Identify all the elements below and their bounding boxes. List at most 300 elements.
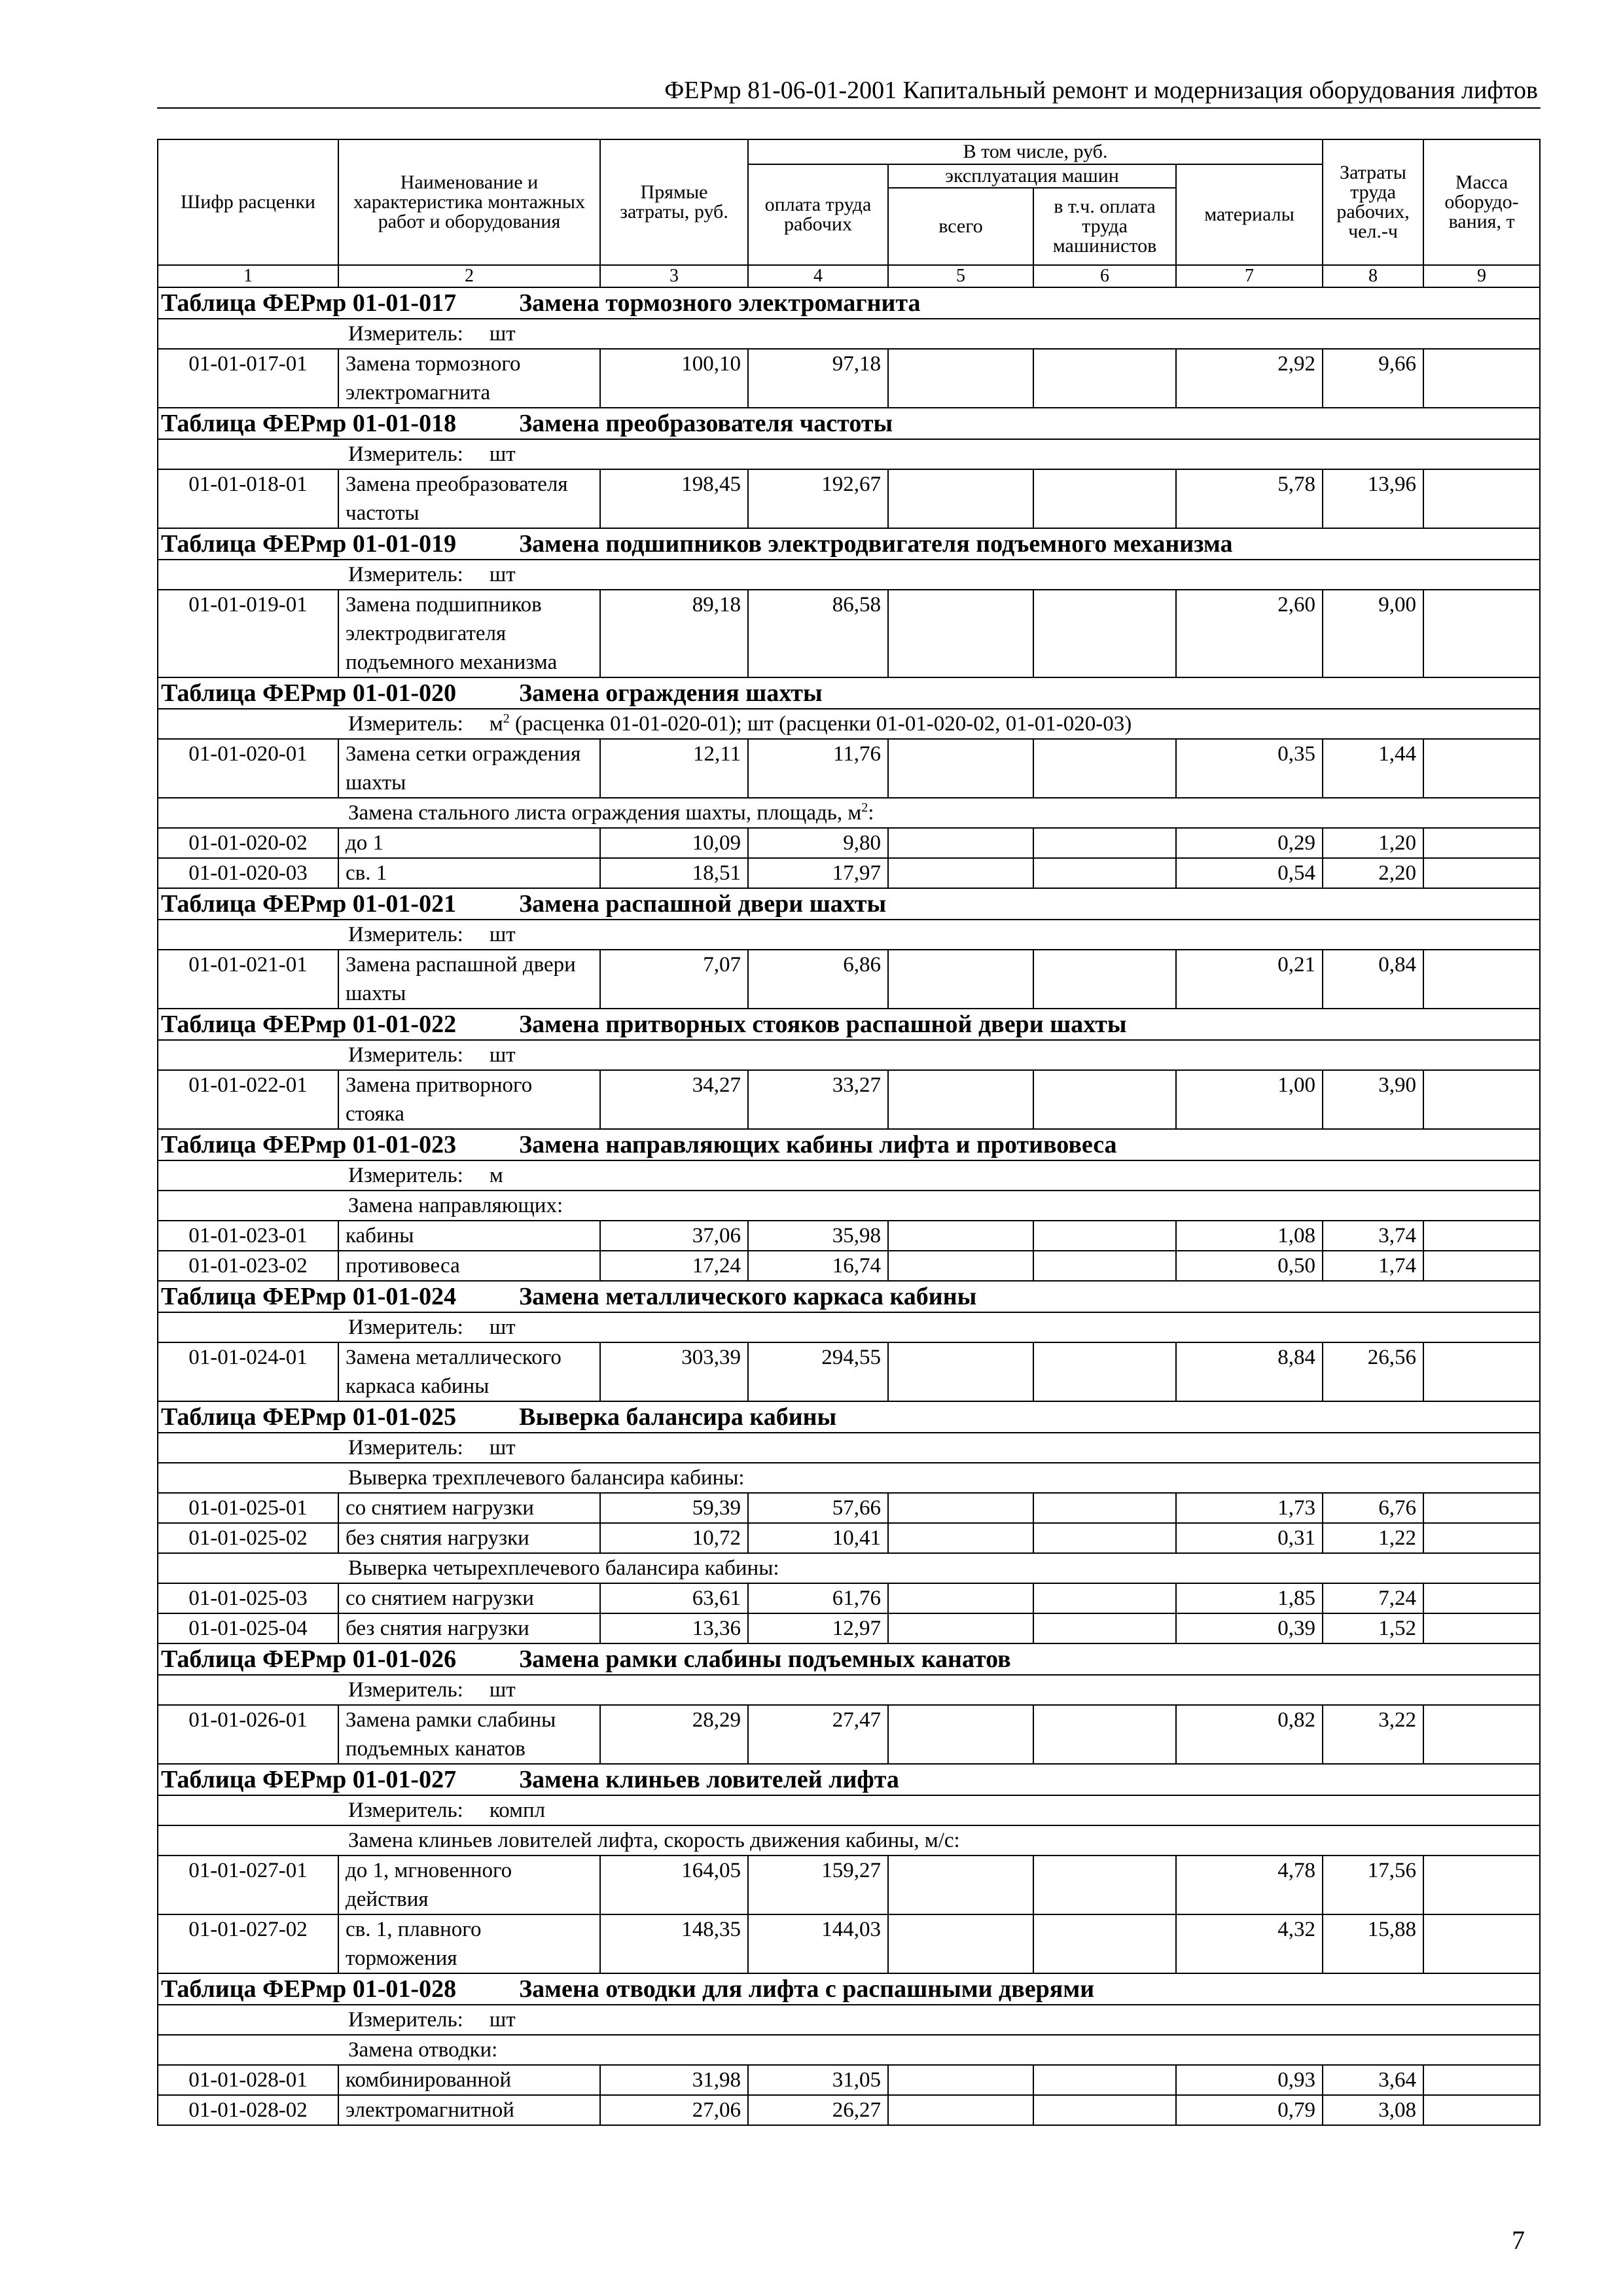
work-name-cell: св. 1, плавного торможения: [338, 1914, 600, 1973]
table-row: [158, 1583, 1540, 1613]
labor-cost-cell: 294,55: [748, 1342, 888, 1401]
section-name: Замена направляющих кабины лифта и противовеса: [519, 1131, 1117, 1158]
section-title: [158, 1764, 1540, 1795]
machinist-cost-cell: [1033, 1070, 1176, 1129]
direct-cost-cell: 164,05: [600, 1856, 748, 1914]
materials-cost-cell: 5,78: [1176, 469, 1323, 528]
section-table-id: Таблица ФЕРмр 01-01-018: [161, 410, 457, 437]
labor-cost-cell: 35,98: [748, 1221, 888, 1251]
labor-cost-cell: 27,47: [748, 1705, 888, 1764]
col-number: 2: [338, 265, 600, 287]
machinist-cost-cell: [1033, 1613, 1176, 1643]
measure-text: м: [489, 1164, 503, 1187]
labor-cost-cell: 9,80: [748, 828, 888, 858]
table-row: [158, 1705, 1540, 1764]
direct-cost-cell: 17,24: [600, 1251, 748, 1281]
direct-cost-cell: 12,11: [600, 739, 748, 798]
measure-text: шт: [489, 563, 516, 586]
group-caption: [158, 1825, 1540, 1856]
rate-code-cell: 01-01-028-01: [158, 2065, 338, 2095]
section-title: [158, 1281, 1540, 1312]
equipment-mass-cell: [1423, 349, 1540, 408]
group-row: [158, 1825, 1540, 1856]
measure-row: [158, 920, 1540, 950]
rate-code-cell: 01-01-018-01: [158, 469, 338, 528]
rate-code-cell: 01-01-025-03: [158, 1583, 338, 1613]
measure-row: [158, 2005, 1540, 2035]
group-text: Замена отводки:: [348, 2038, 498, 2062]
materials-cost-cell: 0,39: [1176, 1613, 1323, 1643]
rate-code-cell: 01-01-026-01: [158, 1705, 338, 1764]
work-name-cell: Замена преобразователя частоты: [338, 469, 600, 528]
measure-value: [490, 1436, 516, 1460]
equipment-mass-cell: [1423, 2065, 1540, 2095]
section-title: [158, 1973, 1540, 2005]
group-row: [158, 2035, 1540, 2065]
direct-cost-cell: 10,09: [600, 828, 748, 858]
machinist-cost-cell: [1033, 1221, 1176, 1251]
machine-cost-cell: [888, 1914, 1033, 1973]
work-name-cell: со снятием нагрузки: [338, 1583, 600, 1613]
table-row: [158, 1523, 1540, 1553]
measure-value: [490, 442, 516, 466]
measure-cell: [158, 1433, 1540, 1463]
machinist-cost-cell: [1033, 828, 1176, 858]
machine-cost-cell: [888, 1342, 1033, 1401]
labor-cost-cell: 61,76: [748, 1583, 888, 1613]
table-row: [158, 1914, 1540, 1973]
measure-label: Измеритель:: [348, 712, 463, 736]
materials-cost-cell: 4,78: [1176, 1856, 1323, 1914]
page-number: 7: [1512, 2225, 1525, 2255]
rate-code-cell: 01-01-027-02: [158, 1914, 338, 1973]
measure-text: шт: [489, 1436, 516, 1460]
equipment-mass-cell: [1423, 1493, 1540, 1523]
work-name-cell: Замена сетки ограждения шахты: [338, 739, 600, 798]
equipment-mass-cell: [1423, 1523, 1540, 1553]
col-number: 7: [1176, 265, 1323, 287]
col-number: 5: [888, 265, 1033, 287]
materials-cost-cell: 1,73: [1176, 1493, 1323, 1523]
table-row: [158, 349, 1540, 408]
measure-row: [158, 1433, 1540, 1463]
col-machines-total-header: всего: [888, 188, 1033, 265]
equipment-mass-cell: [1423, 2095, 1540, 2125]
rate-code-cell: 01-01-025-01: [158, 1493, 338, 1523]
measure-value: [490, 1316, 516, 1339]
column-number-row: [158, 265, 1540, 287]
materials-cost-cell: 0,82: [1176, 1705, 1323, 1764]
labor-hours-cell: 3,90: [1323, 1070, 1423, 1129]
section-title: [158, 677, 1540, 709]
materials-cost-cell: 0,50: [1176, 1251, 1323, 1281]
labor-cost-cell: 97,18: [748, 349, 888, 408]
measure-cell: [158, 1312, 1540, 1342]
section-name: Замена клиньев ловителей лифта: [519, 1766, 899, 1793]
equipment-mass-cell: [1423, 828, 1540, 858]
section-name: Замена рамки слабины подъемных канатов: [519, 1645, 1011, 1673]
machinist-cost-cell: [1033, 1493, 1176, 1523]
group-row: [158, 1463, 1540, 1493]
table-row: [158, 950, 1540, 1009]
equipment-mass-cell: [1423, 950, 1540, 1009]
section-title-row: [158, 528, 1540, 560]
equipment-mass-cell: [1423, 858, 1540, 888]
measure-cell: [158, 1675, 1540, 1705]
equipment-mass-cell: [1423, 469, 1540, 528]
measure-row: [158, 1675, 1540, 1705]
group-row: [158, 798, 1540, 828]
measure-row: [158, 439, 1540, 469]
col-name-header: Наименование и характеристика монтажных работ и оборудования: [338, 139, 600, 265]
work-name-cell: до 1: [338, 828, 600, 858]
section-title-row: [158, 1129, 1540, 1160]
materials-cost-cell: 0,31: [1176, 1523, 1323, 1553]
direct-cost-cell: 7,07: [600, 950, 748, 1009]
rate-code-cell: 01-01-027-01: [158, 1856, 338, 1914]
materials-cost-cell: 0,93: [1176, 2065, 1323, 2095]
materials-cost-cell: 1,00: [1176, 1070, 1323, 1129]
machinist-cost-cell: [1033, 590, 1176, 677]
equipment-mass-cell: [1423, 739, 1540, 798]
work-name-cell: Замена металлического каркаса кабины: [338, 1342, 600, 1401]
machinist-cost-cell: [1033, 349, 1176, 408]
labor-cost-cell: 86,58: [748, 590, 888, 677]
measure-row: [158, 1312, 1540, 1342]
equipment-mass-cell: [1423, 1705, 1540, 1764]
machine-cost-cell: [888, 1070, 1033, 1129]
direct-cost-cell: 59,39: [600, 1493, 748, 1523]
measure-text: шт: [489, 1678, 516, 1702]
machinist-cost-cell: [1033, 2095, 1176, 2125]
work-name-cell: со снятием нагрузки: [338, 1493, 600, 1523]
col-number: 8: [1323, 265, 1423, 287]
work-name-cell: противовеса: [338, 1251, 600, 1281]
labor-hours-cell: 1,20: [1323, 828, 1423, 858]
machine-cost-cell: [888, 1613, 1033, 1643]
section-table-id: Таблица ФЕРмр 01-01-027: [161, 1766, 457, 1793]
labor-hours-cell: 1,74: [1323, 1251, 1423, 1281]
group-row: [158, 1553, 1540, 1583]
rates-table: [157, 139, 1541, 2126]
section-title-row: [158, 677, 1540, 709]
work-name-cell: без снятия нагрузки: [338, 1523, 600, 1553]
col-number: 6: [1033, 265, 1176, 287]
materials-cost-cell: 0,21: [1176, 950, 1323, 1009]
table-row: [158, 1251, 1540, 1281]
measure-text: (расценка 01-01-020-01); шт (расценки 01-01-020-02, 01-01-020-03): [509, 712, 1132, 736]
equipment-mass-cell: [1423, 1856, 1540, 1914]
labor-hours-cell: 17,56: [1323, 1856, 1423, 1914]
col-materials-header: материалы: [1176, 164, 1323, 265]
table-row: [158, 590, 1540, 677]
table-row: [158, 2065, 1540, 2095]
work-name-cell: Замена распашной двери шахты: [338, 950, 600, 1009]
section-name: Замена тормозного электромагнита: [519, 289, 921, 317]
machinist-cost-cell: [1033, 1251, 1176, 1281]
work-name-cell: электромагнитной: [338, 2095, 600, 2125]
machine-cost-cell: [888, 1523, 1033, 1553]
measure-unit: м: [489, 712, 503, 736]
section-title: [158, 1129, 1540, 1160]
measure-row: [158, 1795, 1540, 1825]
section-name: Замена притворных стояков распашной двери шахты: [519, 1011, 1127, 1038]
rate-code-cell: 01-01-025-04: [158, 1613, 338, 1643]
materials-cost-cell: 0,29: [1176, 828, 1323, 858]
measure-row: [158, 709, 1540, 739]
measure-label: Измеритель:: [348, 1164, 463, 1187]
direct-cost-cell: 148,35: [600, 1914, 748, 1973]
machinist-cost-cell: [1033, 469, 1176, 528]
direct-cost-cell: 198,45: [600, 469, 748, 528]
col-number: 3: [600, 265, 748, 287]
group-row: [158, 1191, 1540, 1221]
machine-cost-cell: [888, 590, 1033, 677]
labor-cost-cell: 11,76: [748, 739, 888, 798]
table-row: [158, 469, 1540, 528]
measure-cell: [158, 560, 1540, 590]
work-name-cell: св. 1: [338, 858, 600, 888]
measure-label: Измеритель:: [348, 923, 463, 946]
labor-hours-cell: 3,22: [1323, 1705, 1423, 1764]
section-title: [158, 408, 1540, 439]
machine-cost-cell: [888, 1856, 1033, 1914]
machine-cost-cell: [888, 469, 1033, 528]
machine-cost-cell: [888, 1251, 1033, 1281]
measure-label: Измеритель:: [348, 2008, 463, 2032]
measure-label: Измеритель:: [348, 1316, 463, 1339]
measure-row: [158, 1160, 1540, 1191]
group-text: Замена направляющих:: [348, 1194, 563, 1217]
labor-cost-cell: 16,74: [748, 1251, 888, 1281]
measure-label: Измеритель:: [348, 1043, 463, 1067]
measure-text: шт: [489, 2008, 516, 2032]
measure-label: Измеритель:: [348, 442, 463, 466]
section-title-row: [158, 1009, 1540, 1040]
group-text: Выверка трехплечевого балансира кабины:: [348, 1466, 745, 1490]
machinist-cost-cell: [1033, 1583, 1176, 1613]
machine-cost-cell: [888, 950, 1033, 1009]
machinist-cost-cell: [1033, 1705, 1176, 1764]
section-table-id: Таблица ФЕРмр 01-01-026: [161, 1645, 457, 1673]
labor-hours-cell: 15,88: [1323, 1914, 1423, 1973]
measure-label: Измеритель:: [348, 322, 463, 346]
measure-cell: [158, 2005, 1540, 2035]
table-header: [158, 139, 1540, 287]
measure-cell: [158, 920, 1540, 950]
rate-code-cell: 01-01-023-02: [158, 1251, 338, 1281]
group-caption: [158, 798, 1540, 828]
section-title: [158, 528, 1540, 560]
measure-cell: [158, 319, 1540, 349]
labor-cost-cell: 57,66: [748, 1493, 888, 1523]
col-code-header: Шифр расценки: [158, 139, 338, 265]
group-caption: [158, 2035, 1540, 2065]
group-text: Замена клиньев ловителей лифта, скорость движения кабины, м/с:: [348, 1829, 960, 1852]
rate-code-cell: 01-01-022-01: [158, 1070, 338, 1129]
work-name-cell: Замена рамки слабины подъемных канатов: [338, 1705, 600, 1764]
equipment-mass-cell: [1423, 1613, 1540, 1643]
table-row: [158, 858, 1540, 888]
measure-label: Измеритель:: [348, 1436, 463, 1460]
section-table-id: Таблица ФЕРмр 01-01-022: [161, 1011, 457, 1038]
measure-value: [490, 1799, 545, 1822]
group-text: Замена стального листа ограждения шахты, площадь, м: [348, 801, 862, 825]
measure-text: шт: [489, 322, 516, 346]
col-incl-header: В том числе, руб.: [748, 139, 1323, 164]
direct-cost-cell: 10,72: [600, 1523, 748, 1553]
table-row: [158, 1070, 1540, 1129]
labor-hours-cell: 3,64: [1323, 2065, 1423, 2095]
direct-cost-cell: 37,06: [600, 1221, 748, 1251]
direct-cost-cell: 13,36: [600, 1613, 748, 1643]
labor-hours-cell: 0,84: [1323, 950, 1423, 1009]
direct-cost-cell: 89,18: [600, 590, 748, 677]
rate-code-cell: 01-01-020-02: [158, 828, 338, 858]
machine-cost-cell: [888, 858, 1033, 888]
section-title-row: [158, 408, 1540, 439]
section-title-row: [158, 1281, 1540, 1312]
table-row: [158, 1342, 1540, 1401]
materials-cost-cell: 2,60: [1176, 590, 1323, 677]
direct-cost-cell: 100,10: [600, 349, 748, 408]
section-table-id: Таблица ФЕРмр 01-01-017: [161, 289, 457, 317]
measure-cell: [158, 1040, 1540, 1070]
labor-hours-cell: 1,52: [1323, 1613, 1423, 1643]
materials-cost-cell: 0,79: [1176, 2095, 1323, 2125]
measure-value: [490, 923, 516, 946]
labor-cost-cell: 31,05: [748, 2065, 888, 2095]
equipment-mass-cell: [1423, 1914, 1540, 1973]
measure-cell: [158, 439, 1540, 469]
work-name-cell: без снятия нагрузки: [338, 1613, 600, 1643]
labor-hours-cell: 13,96: [1323, 469, 1423, 528]
col-mass-header: Масса оборудо- вания, т: [1423, 139, 1540, 265]
work-name-cell: до 1, мгновенного действия: [338, 1856, 600, 1914]
section-title: [158, 287, 1540, 319]
section-title-row: [158, 1764, 1540, 1795]
group-sup: 2: [861, 800, 868, 815]
materials-cost-cell: 2,92: [1176, 349, 1323, 408]
materials-cost-cell: 0,54: [1176, 858, 1323, 888]
section-table-id: Таблица ФЕРмр 01-01-021: [161, 890, 457, 918]
measure-label: Измеритель:: [348, 1799, 463, 1822]
equipment-mass-cell: [1423, 1251, 1540, 1281]
machinist-cost-cell: [1033, 858, 1176, 888]
col-machines-header: эксплуатация машин: [888, 164, 1176, 188]
equipment-mass-cell: [1423, 1342, 1540, 1401]
table-row: [158, 2095, 1540, 2125]
col-hours-header: Затраты труда рабочих, чел.-ч: [1323, 139, 1423, 265]
equipment-mass-cell: [1423, 590, 1540, 677]
section-table-id: Таблица ФЕРмр 01-01-024: [161, 1283, 457, 1310]
section-table-id: Таблица ФЕРмр 01-01-023: [161, 1131, 457, 1158]
labor-hours-cell: 3,74: [1323, 1221, 1423, 1251]
labor-cost-cell: 26,27: [748, 2095, 888, 2125]
measure-value: [490, 1164, 503, 1187]
work-name-cell: Замена притворного стояка: [338, 1070, 600, 1129]
labor-hours-cell: 1,44: [1323, 739, 1423, 798]
section-title-row: [158, 888, 1540, 920]
section-title: [158, 1009, 1540, 1040]
section-title-row: [158, 287, 1540, 319]
labor-cost-cell: 17,97: [748, 858, 888, 888]
equipment-mass-cell: [1423, 1221, 1540, 1251]
table-row: [158, 1856, 1540, 1914]
table-body: [158, 287, 1540, 2125]
direct-cost-cell: 18,51: [600, 858, 748, 888]
labor-cost-cell: 192,67: [748, 469, 888, 528]
labor-cost-cell: 6,86: [748, 950, 888, 1009]
machine-cost-cell: [888, 1221, 1033, 1251]
rate-code-cell: 01-01-023-01: [158, 1221, 338, 1251]
measure-value: [490, 322, 516, 346]
machinist-cost-cell: [1033, 1342, 1176, 1401]
measure-text: шт: [489, 1043, 516, 1067]
section-title-row: [158, 1643, 1540, 1675]
machine-cost-cell: [888, 1705, 1033, 1764]
machinist-cost-cell: [1033, 1914, 1176, 1973]
col-machinists-header: в т.ч. оплата труда машинистов: [1033, 188, 1176, 265]
group-text: Выверка четырехплечевого балансира кабины:: [348, 1556, 779, 1580]
direct-cost-cell: 28,29: [600, 1705, 748, 1764]
section-table-id: Таблица ФЕРмр 01-01-028: [161, 1975, 457, 2003]
section-table-id: Таблица ФЕРмр 01-01-025: [161, 1403, 457, 1431]
table-row: [158, 828, 1540, 858]
machine-cost-cell: [888, 2065, 1033, 2095]
labor-hours-cell: 6,76: [1323, 1493, 1423, 1523]
measure-text: шт: [489, 442, 516, 466]
labor-cost-cell: 12,97: [748, 1613, 888, 1643]
rate-code-cell: 01-01-020-01: [158, 739, 338, 798]
measure-value: [490, 1678, 516, 1702]
work-name-cell: кабины: [338, 1221, 600, 1251]
measure-row: [158, 1040, 1540, 1070]
section-title-row: [158, 1973, 1540, 2005]
col-labor-header: оплата труда рабочих: [748, 164, 888, 265]
col-number: 1: [158, 265, 338, 287]
labor-cost-cell: 33,27: [748, 1070, 888, 1129]
rate-code-cell: 01-01-028-02: [158, 2095, 338, 2125]
materials-cost-cell: 0,35: [1176, 739, 1323, 798]
materials-cost-cell: 1,08: [1176, 1221, 1323, 1251]
section-title: [158, 1643, 1540, 1675]
rate-code-cell: 01-01-019-01: [158, 590, 338, 677]
direct-cost-cell: 303,39: [600, 1342, 748, 1401]
machine-cost-cell: [888, 1583, 1033, 1613]
section-table-id: Таблица ФЕРмр 01-01-020: [161, 679, 457, 707]
materials-cost-cell: 1,85: [1176, 1583, 1323, 1613]
machinist-cost-cell: [1033, 1523, 1176, 1553]
labor-hours-cell: 26,56: [1323, 1342, 1423, 1401]
section-title: [158, 888, 1540, 920]
measure-text: компл: [489, 1799, 546, 1822]
labor-hours-cell: 7,24: [1323, 1583, 1423, 1613]
group-suffix: :: [868, 801, 874, 825]
work-name-cell: Замена тормозного электромагнита: [338, 349, 600, 408]
rate-code-cell: 01-01-021-01: [158, 950, 338, 1009]
measure-text: шт: [489, 923, 516, 946]
measure-cell: [158, 709, 1540, 739]
measure-value: [490, 563, 516, 586]
document-header: ФЕРмр 81-06-01-2001 Капитальный ремонт и модернизация оборудования лифтов: [664, 77, 1538, 104]
labor-cost-cell: 10,41: [748, 1523, 888, 1553]
section-name: Замена ограждения шахты: [519, 679, 823, 707]
group-caption: [158, 1463, 1540, 1493]
measure-value: [490, 712, 1132, 736]
labor-hours-cell: 3,08: [1323, 2095, 1423, 2125]
measure-value: [490, 2008, 516, 2032]
